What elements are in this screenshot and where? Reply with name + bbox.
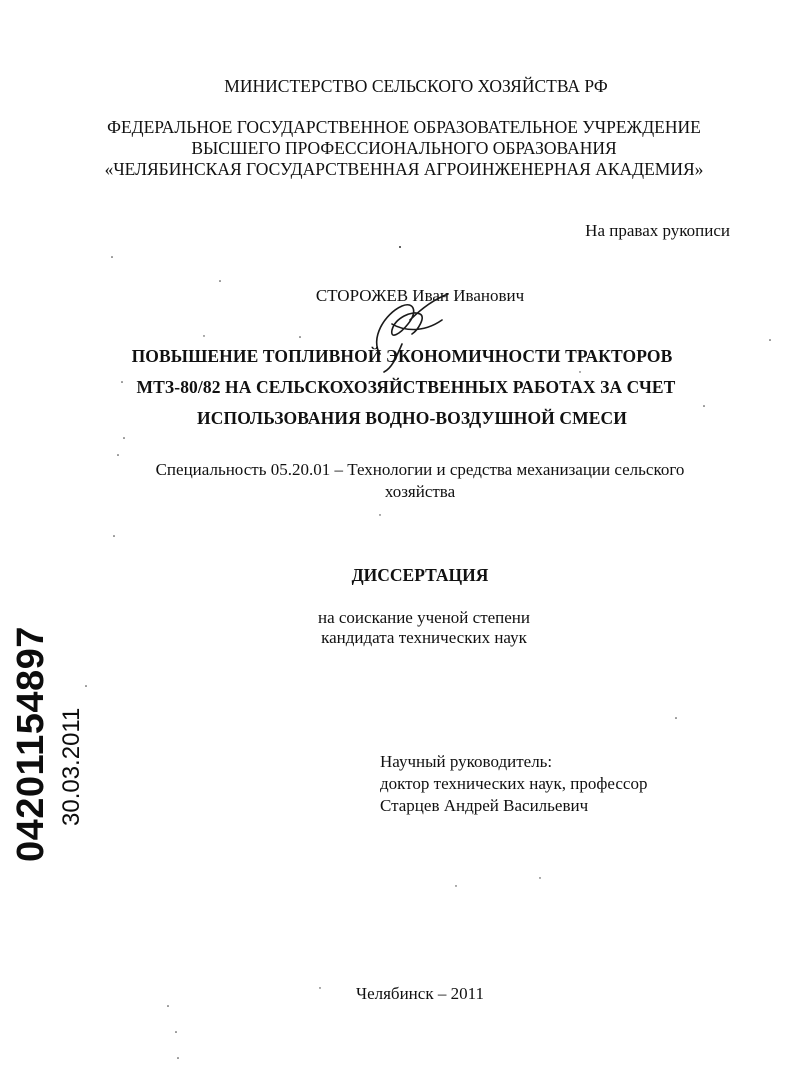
degree-line-2: кандидата технических наук [321,628,527,647]
advisor-name: Старцев Андрей Васильевич [380,796,589,815]
dissertation-title-line-1: ПОВЫШЕНИЕ ТОПЛИВНОЙ ЭКОНОМИЧНОСТИ ТРАКТОРОВ [131,346,673,366]
ministry-heading: МИНИСТЕРСТВО СЕЛЬСКОГО ХОЗЯЙСТВА РФ [224,76,608,96]
specialty-line-2: хозяйства [384,482,456,501]
manuscript-rights-note: На правах рукописи [585,221,730,240]
dissertation-title-line-2: МТЗ-80/82 НА СЕЛЬСКОХОЗЯЙСТВЕННЫХ РАБОТАХ ЗА СЧЕТ [136,377,676,397]
library-stamp-number: 04201154897 [10,626,52,862]
advisor-label: Научный руководитель: [380,752,553,771]
library-stamp-date: 30.03.2011 [58,707,85,826]
specialty-line-1: Специальность 05.20.01 – Технологии и средства механизации сельского [155,460,685,479]
author-name: СТОРОЖЕВ Иван Иванович [315,286,525,305]
dissertation-title-line-3: ИСПОЛЬЗОВАНИЯ ВОДНО-ВОЗДУШНОЙ СМЕСИ [197,408,627,428]
institution-line-1: ФЕДЕРАЛЬНОЕ ГОСУДАРСТВЕННОЕ ОБРАЗОВАТЕЛЬНОЕ УЧРЕЖДЕНИЕ [107,117,701,137]
advisor-degree: доктор технических наук, профессор [380,774,648,793]
city-year: Челябинск – 2011 [356,984,484,1003]
institution-line-3: «ЧЕЛЯБИНСКАЯ ГОСУДАРСТВЕННАЯ АГРОИНЖЕНЕРНАЯ АКАДЕМИЯ» [104,159,704,179]
degree-line-1: на соискание ученой степени [317,608,531,627]
document-type: ДИССЕРТАЦИЯ [351,565,489,585]
institution-line-2: ВЫСШЕГО ПРОФЕССИОНАЛЬНОГО ОБРАЗОВАНИЯ [191,138,617,158]
